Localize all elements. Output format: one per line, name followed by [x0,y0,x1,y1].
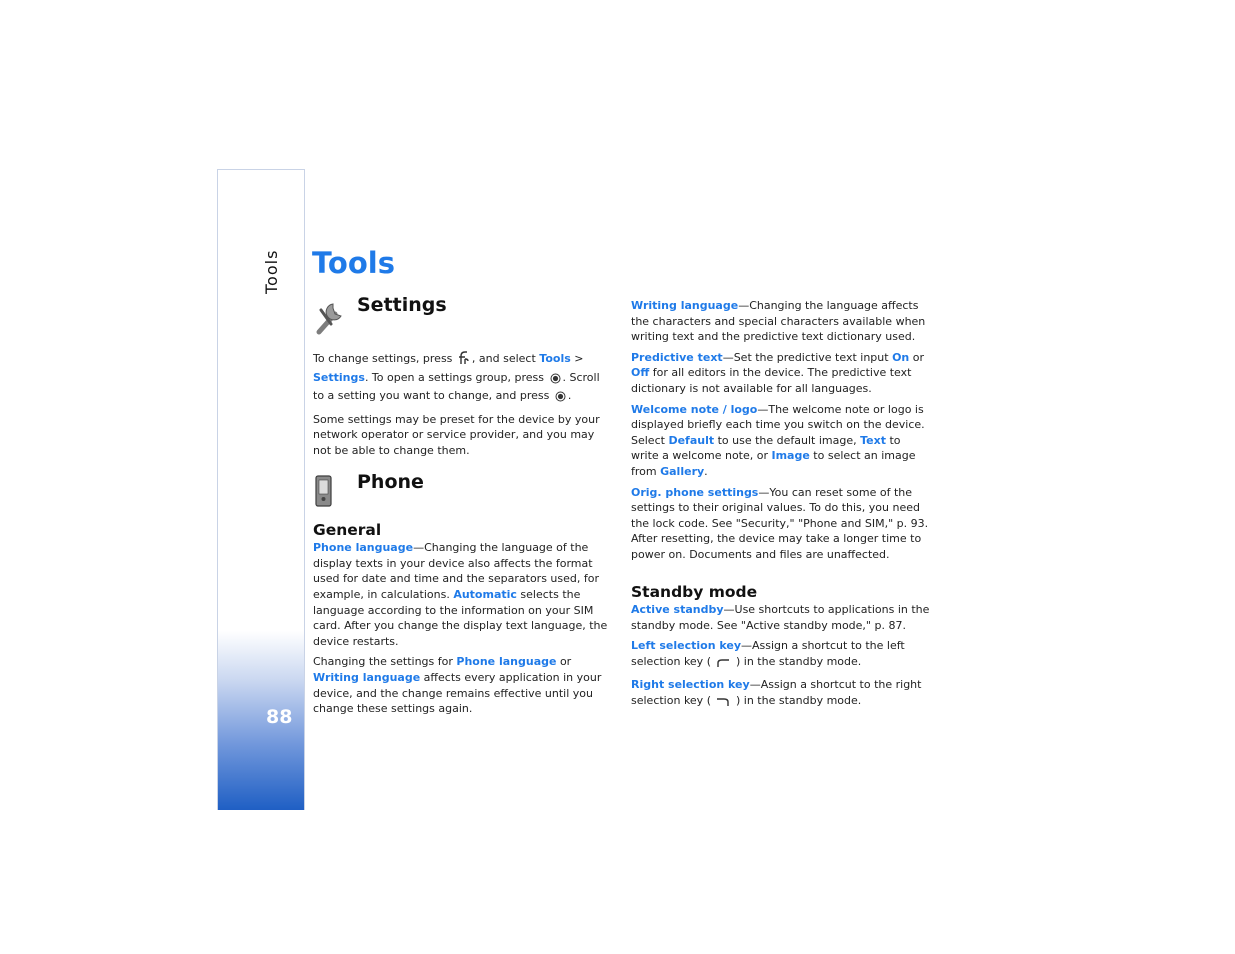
text: or [909,350,924,364]
text: —You can reset some of the settings to their original values. To do this, you need the lock code. See "Security," "Phone and SIM," p. 93. After resetting, the device may take a longer time to power on. Documents and files are unaffected. [631,485,929,561]
writing-language-paragraph [631,298,931,345]
text: > [570,352,584,365]
text: To change settings, press [313,352,456,365]
settings-intro-paragraph [313,351,613,407]
joystick-icon [555,391,566,407]
text: selects the language according to the information on your SIM card. After you change the display text language, the device restarts. [313,587,608,648]
text: affects every application in your device, and the change remains effective until you change these settings again. [313,670,602,716]
keyword-gallery: Gallery [660,464,705,478]
text: to select an image from [631,449,916,478]
text: —Assign a shortcut to the right selection key ( [631,678,922,708]
settings-heading: Settings [357,294,447,316]
keyword-active-standby: Active standby [631,603,724,617]
text: —Set the predictive text input [722,350,893,364]
text: or [556,655,572,669]
predictive-text-paragraph [631,350,931,397]
right-softkey-icon [716,696,730,712]
keyword-writing-language: Writing language [631,299,739,312]
keyword-settings: Settings [313,370,365,384]
right-selection-key-paragraph [631,677,931,711]
text: ) in the standby mode. [732,654,862,668]
text: . [704,464,708,478]
text: —The welcome note or logo is displayed briefly each time you switch on the device. Select [631,402,925,447]
text: , and select [471,352,540,365]
keyword-writing-language: Writing language [313,670,421,684]
left-column [313,296,613,722]
standby-mode-heading: Standby mode [631,582,758,601]
keyword-phone-language: Phone language [313,541,414,555]
text: to write a welcome note, or [631,433,901,463]
wrench-icon [313,296,347,336]
preset-note-paragraph: Some settings may be preset for the device by your network operator or service provider, and you may not be able to change them. [313,412,600,457]
keyword-right-selection-key: Right selection key [631,678,750,692]
settings-header [313,296,613,346]
text: to use the default image, [714,433,861,447]
text: for all editors in the device. The predictive text dictionary is not available for all languages. [631,366,912,395]
keyword-left-selection-key: Left selection key [631,639,741,653]
orig-settings-paragraph [631,485,931,563]
text: —Changing the language affects the characters and special characters available when writing text and the predictive text dictionary used. [631,299,926,344]
text: . Scroll to a setting you want to change, and press [313,370,600,403]
text: . To open a settings group, press [364,370,548,384]
keyword-welcome-note: Welcome note / logo [631,402,758,416]
joystick-icon [550,373,561,389]
general-heading: General [313,520,382,539]
text: . [567,389,572,403]
phone-language-paragraph [313,540,613,649]
language-change-paragraph [313,654,613,716]
right-column [631,298,931,717]
page-title: Tools [312,246,395,280]
keyword-text: Text [860,433,886,447]
phone-icon [313,473,347,513]
keyword-orig-phone-settings: Orig. phone settings [631,485,759,499]
sidebar-section-label: Tools [262,249,281,294]
keyword-image: Image [771,449,810,463]
phone-heading: Phone [357,470,424,493]
text: —Assign a shortcut to the left selection key ( [631,639,905,668]
keyword-tools: Tools [539,352,571,365]
phone-header [313,470,613,517]
text: —Use shortcuts to applications in the standby mode. See "Active standby mode," p. 87. [631,603,930,632]
keyword-automatic: Automatic [453,587,517,601]
text: Changing the settings for [313,655,457,669]
welcome-note-paragraph [631,402,931,480]
keyword-default: Default [668,433,715,447]
text: ) in the standby mode. [732,694,862,708]
keyword-on: On [892,350,910,364]
text: —Changing the language of the display texts in your device also affects the format used for date and time and the separators used, for example, in calculations. [313,541,599,601]
page-number: 88 [266,706,293,728]
left-softkey-icon [716,657,730,673]
keyword-predictive-text: Predictive text [631,350,723,364]
keyword-phone-language: Phone language [456,655,557,669]
active-standby-paragraph [631,602,931,633]
keyword-off: Off [631,366,650,380]
left-selection-key-paragraph [631,638,931,672]
menu-key-icon [458,351,470,370]
